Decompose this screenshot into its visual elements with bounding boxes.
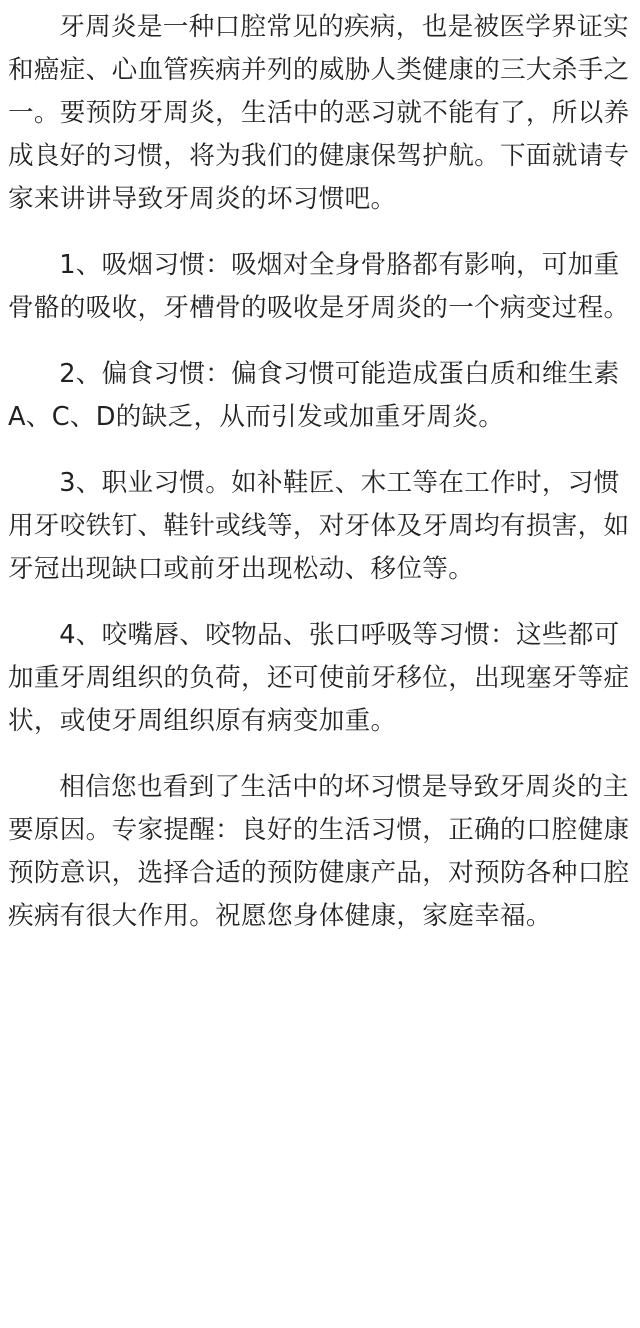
habit-smoking-paragraph: 1、吸烟习惯：吸烟对全身骨胳都有影响，可加重骨骼的吸收，牙槽骨的吸收是牙周炎的一个病变过程。: [8, 250, 630, 324]
habit-picky-eating-paragraph: 2、偏食习惯：偏食习惯可能造成蛋白质和维生素A、C、D的缺乏，从而引发或加重牙周炎。: [8, 359, 620, 433]
conclusion-paragraph: 相信您也看到了生活中的坏习惯是导致牙周炎的主要原因。专家提醒：良好的生活习惯，正确的口腔健康预防意识，选择合适的预防健康产品，对预防各种口腔疾病有很大作用。祝愿您身体健康，家庭幸福。: [8, 772, 630, 932]
intro-paragraph: 牙周炎是一种口腔常见的疾病，也是被医学界证实和癌症、心血管疾病并列的威胁人类健康的三大杀手之一。要预防牙周炎，生活中的恶习就不能有了，所以养成良好的习惯，将为我们的健康保驾护航。下面就请专家来讲讲导致牙周炎的坏习惯吧。: [8, 12, 630, 215]
habit-occupational-paragraph: 3、职业习惯。如补鞋匠、木工等在工作时，习惯用牙咬铁钉、鞋针或线等，对牙体及牙周均有损害，如牙冠出现缺口或前牙出现松动、移位等。: [8, 468, 630, 585]
habit-lip-biting-paragraph: 4、咬嘴唇、咬物品、张口呼吸等习惯：这些都可加重牙周组织的负荷，还可使前牙移位，出现塞牙等症状，或使牙周组织原有病变加重。: [8, 620, 630, 737]
